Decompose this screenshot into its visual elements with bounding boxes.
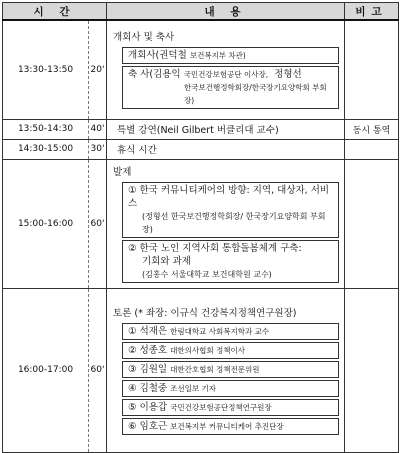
row-content (107, 159, 345, 288)
panelist-name: 석재은 (139, 325, 168, 337)
item-line2: (정형선 한국보건행정학회장/ 한국장기요양학회 부회장) (142, 211, 326, 234)
schedule-row (3, 288, 399, 452)
row-text: 특별 강연(Neil Gilbert 버클리대 교수) (117, 124, 279, 136)
row-time: 15:00-16:00 (3, 159, 89, 288)
agenda-item (122, 66, 339, 109)
item-line1b: 기회와 과제 (142, 255, 191, 267)
row-note (345, 20, 399, 119)
item-line2: 한국보건행정학회장/한국장기요양학회 부회장) (184, 83, 327, 106)
row-text: 휴식 시간 (117, 144, 157, 156)
item-sub: 국민건강보험공단 이사장, (183, 70, 269, 80)
row-time: 16:00-17:00 (3, 288, 89, 452)
panelist-item (122, 361, 339, 378)
panelist-name: 김철중 (139, 382, 168, 394)
row-duration: 40' (89, 119, 107, 139)
panelist-affiliation: 조선일보 기자 (170, 383, 216, 393)
item-line1: ② 한국 노인 지역사회 통합돌봄체계 구축: (128, 242, 302, 254)
panelist-affiliation: 대한간호협회 정책전문위원 (170, 364, 260, 374)
item-line2: (김홍수 서울대학교 보건대학원 교수) (142, 269, 272, 279)
panelist-item (122, 418, 339, 435)
section-title: 토론 (* 좌장: 이규식 건강복지정책연구원장) (113, 307, 297, 319)
row-content (107, 20, 345, 119)
row-duration: 20' (89, 20, 107, 119)
panelist-affiliation: 한림대학교 사회복지학과 교수 (170, 326, 270, 336)
schedule-row (3, 119, 399, 139)
item-num: ① (128, 325, 137, 337)
item-sub: 보건복지부 차관) (189, 51, 246, 61)
item-num: ⑤ (128, 401, 137, 413)
row-content (107, 288, 345, 452)
panelist-name: 김원일 (139, 363, 168, 375)
header-content: 내 용 (107, 3, 345, 21)
row-time: 13:50-14:30 (3, 119, 89, 139)
header-note: 비고 (345, 3, 399, 21)
item-num: ⑥ (128, 420, 137, 432)
schedule-table (2, 2, 399, 453)
header-row (3, 3, 399, 21)
panelist-item (122, 323, 339, 340)
panelist-item (122, 342, 339, 359)
panelist-name: 이용갑 (139, 401, 168, 413)
panelist-item (122, 399, 339, 416)
item-num: ④ (128, 382, 137, 394)
row-time: 13:30-13:50 (3, 20, 89, 119)
header-time: 시 간 (3, 3, 107, 21)
item-main: 개회사(권덕철 (128, 50, 187, 62)
row-note (345, 288, 399, 452)
schedule-row (3, 139, 399, 159)
item-main2: 정형선 (274, 69, 302, 81)
section-title: 발제 (113, 166, 132, 178)
row-note: 동시 통역 (345, 119, 399, 139)
schedule-row (3, 159, 399, 288)
schedule-row (3, 20, 399, 119)
panelist-name: 임호근 (139, 420, 168, 432)
item-main: 축 사(김용익 (128, 69, 181, 81)
row-content (107, 139, 345, 159)
item-num: ② (128, 344, 137, 356)
panelist-name: 성종호 (139, 344, 168, 356)
item-line1: ① 한국 커뮤니티케어의 방향: 지역, 대상자, 서비스 (128, 184, 330, 209)
row-note (345, 159, 399, 288)
row-content (107, 119, 345, 139)
panelist-affiliation: 국민건강보험공단정책연구원장 (170, 402, 272, 412)
panelist-affiliation: 보건복지부 커뮤니티케어 추진단장 (170, 421, 284, 431)
row-duration: 60' (89, 288, 107, 452)
section-title: 개회사 및 축사 (113, 32, 175, 44)
agenda-item (122, 240, 339, 283)
row-duration: 30' (89, 139, 107, 159)
agenda-item (122, 182, 339, 238)
panelist-affiliation: 대한의사협회 정책이사 (170, 345, 245, 355)
panelist-item (122, 380, 339, 397)
agenda-item (122, 47, 339, 64)
row-duration: 60' (89, 159, 107, 288)
row-note (345, 139, 399, 159)
row-time: 14:30-15:00 (3, 139, 89, 159)
item-num: ③ (128, 363, 137, 375)
